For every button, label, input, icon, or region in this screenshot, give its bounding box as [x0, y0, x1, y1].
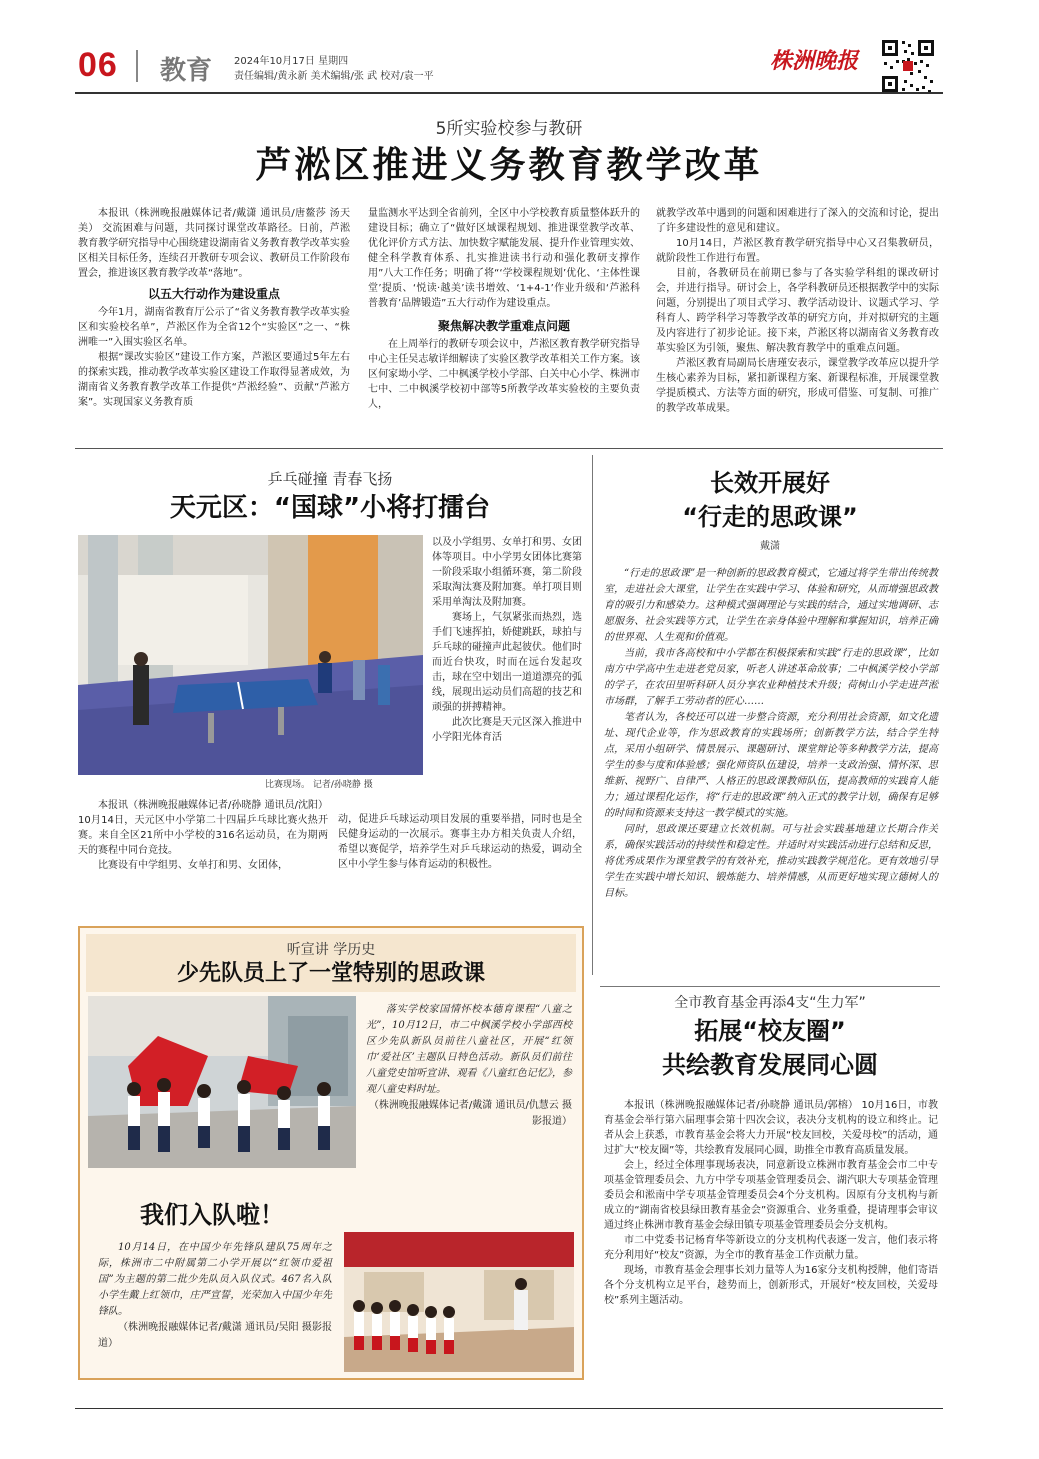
- lead-column-2: [368, 206, 640, 412]
- pingpong-title: 天元区：“国球”小将打擂台: [169, 493, 491, 523]
- lead-paragraph: 本报讯（株洲晚报融媒体记者/戴潇 通讯员/唐鳌莎 汤天美） 交流困难与问题，共同探讨课堂改革路径。日前，芦淞教育教学研究指导中心围绕建设湖南省义务教育教学改革实验区相关目标任务，连续召开教研专项会议、教研员工作阶段布置会，推进该区教育教学改革“落地”。: [78, 208, 350, 279]
- fund-title-line2: 共绘教育发展同心圆: [662, 1051, 878, 1079]
- lead-paragraph: 在上周举行的教研专项会议中，芦淞区教育教学研究指导中心主任吴志敏详细解读了实验区教学改革相关工作方案。该区何家坳小学、二中枫溪学校小学部、白关中心小学、株洲市七中、二中枫溪学校初中部等5所教学改革实验校的主要负责人，: [368, 339, 640, 410]
- masthead-logo: 株洲晚报: [770, 48, 859, 74]
- pioneer-credit: （株洲晚报融媒体记者/戴潇 通讯员/吴阳 摄影报道）: [98, 1322, 332, 1349]
- pingpong-bottom-left: [78, 798, 328, 873]
- pingpong-paragraph: 赛场上，气氛紧张而热烈，选手们飞速挥拍，娇健跳跃，球拍与乒乓球的碰撞声此起彼伏。他们时而近台快攻，时而在远台发起攻击，球在空中划出一道道漂亮的弧线，展现出运动员们高超的技艺和顽强的拼搏精神。: [432, 612, 582, 713]
- sizheng-title-line2: “行走的思政课”: [682, 503, 858, 531]
- editors-line: 责任编辑/黄永新 美术编辑/张 武 校对/袁一平: [234, 71, 434, 82]
- page-number: 06: [78, 46, 118, 84]
- pingpong-bottom-right: [338, 812, 582, 872]
- pioneer-credit: （株洲晚报融媒体记者/戴潇 通讯员/仇慧云 摄影报道）: [368, 1100, 572, 1127]
- lead-title: 芦淞区推进义务教育教学改革: [255, 145, 763, 186]
- sizheng-paragraph: 当前，我市各高校和中小学都在积极探索和实践“行走的思政课”，比如南方中学高中生走进老党员家，听老人讲述革命故事；二中枫溪学校小学部的学子，在农田里听科研人员分享农业种植技术升级；荷树山小学走进芦淞市场群，了解手工劳动者的匠心……: [604, 648, 938, 707]
- pioneer-photo-2: [344, 1232, 574, 1372]
- pioneer-kicker: 听宣讲 学历史: [286, 942, 376, 958]
- pioneer-text-block-2: [98, 1240, 332, 1352]
- fund-paragraph: 本报讯（株洲晚报融媒体记者/孙晓静 通讯员/郭榕） 10月16日，市教育基金会举行第六届理事会第十四次会议，表决分支机构的设立和终止。记者从会上获悉，市教育基金会将大力开展“校友回校，关爱母校”的活动，通过扩大“校友圈”等，共绘教育发展同心圆，助推全市教育高质量发展。: [604, 1100, 938, 1156]
- fund-kicker: 全市教育基金再添4支“生力军”: [674, 995, 866, 1011]
- fund-paragraph: 现场，市教育基金会理事长刘力量等人为16家分支机构授牌，他们寄语各个分支机构立足平台，趁势而上，创新形式，开展好“校友回校，关爱母校”系列主题活动。: [604, 1265, 938, 1306]
- pingpong-paragraph: 比赛设有中学组男、女单打和男、女团体，: [98, 860, 288, 871]
- lead-subhead: 聚焦解决教学重难点问题: [437, 319, 570, 333]
- lead-paragraph: 芦淞区教育局副局长唐瑾安表示，课堂教学改革应以提升学生核心素养为目标，紧扣新课程方案、新课程标准，开展课堂教学提质模式、方法等方面的研究，形成可借鉴、可复制、可推广的教学改革成果。: [656, 358, 939, 414]
- fund-divider: [600, 986, 940, 987]
- pingpong-paragraph: 此次比赛是天元区深入推进中小学阳光体育活: [432, 717, 582, 743]
- fund-title-line1: 拓展“校友圈”: [694, 1017, 846, 1045]
- lead-column-1: [78, 206, 350, 410]
- date-line: 2024年10月17日 星期四: [234, 56, 349, 67]
- pingpong-paragraph: 以及小学组男、女单打和男、女团体等项目。中小学男女团体比赛第一阶段采取小组循环赛，第二阶段采取淘汰赛及附加赛。单打项目则采用单淘汰及附加赛。: [432, 537, 582, 608]
- sizheng-title-line1: 长效开展好: [710, 469, 830, 497]
- pioneer-paragraph: 落实学校家国情怀校本德育课程“八童之光”，10月12日，市二中枫溪学校小学部西校区少先队新队员前往八童社区，开展“红领巾‘爱社区’主题队日特色活动。新队员们前往八童党史馆听宣讲、观看《八童红色记忆》，参观八童史料时址。: [366, 1004, 572, 1095]
- lead-kicker: 5所实验校参与教研: [435, 119, 583, 139]
- lead-paragraph: 就教学改革中遇到的问题和困难进行了深入的交流和讨论，提出了许多建设性的意见和建议。: [656, 208, 939, 234]
- sizheng-paragraph: “行走的思政课”是一种创新的思政教育模式，它通过将学生带出传统教室，走进社会大课堂，让学生在实践中学习、体验和研究，从而增强思政教育的吸引力和感染力。这种模式强调理论与实践的结合，通过实地调研、志愿服务、社会实践等方式，让学生在亲身体验中理解和掌握知识，培养正确的世界观、人生观和价值观。: [604, 568, 938, 643]
- qr-code: [880, 38, 936, 94]
- lead-paragraph: 根据“课改实验区”建设工作方案，芦淞区要通过5年左右的探索实践，推动教学改革实验区建设工作取得显著成效，为湖南省义务教育教学改革工作提供“芦淞经验”、贡献“芦淞方案”。实现国家义务教育质: [78, 352, 350, 408]
- lead-column-3: [656, 206, 939, 416]
- fund-paragraph: 会上，经过全体理事现场表决，同意新设立株洲市教育基金会市二中专项基金管理委员会、九方中学专项基金管理委员会、湖汽职大专项基金管理委员会和淞南中学专项基金管理委员会4个分支机构。因原有分支机构与新成立的“湖南省校县绿田教育基金会”资源重合、业务重叠，提请理事会审议通过终止株洲市教育基金会绿田镇专项基金管理委员会分支机构。: [604, 1160, 938, 1231]
- fund-paragraph: 市二中党委书记杨育华等新设立的分支机构代表逐一发言，他们表示将充分利用好“校友”资源，为全市的教育基金工作贡献力量。: [604, 1235, 938, 1261]
- pingpong-paragraph: 本报讯（株洲晚报融媒体记者/孙晓静 通讯员/沈阳） 10月14日，天元区中小学第二十四届乒乓球比赛火热开赛。来自全区21所中小学校的316名运动员，在为期两天的赛程中同台竞技。: [78, 800, 328, 856]
- sizheng-paragraph: 同时，思政课还要建立长效机制。可与社会实践基地建立长期合作关系，确保实践活动的持续性和稳定性。并适时对实践活动进行总结和反思，将优秀成果作为课堂教学的有效补充，推动实践教学规范化。更有效地引导学生在实践中增长知识、锻炼能力、培养情感，从而更好地实现立德树人的目标。: [604, 824, 938, 899]
- footer-rule: [75, 1408, 943, 1409]
- pingpong-side-column: [432, 535, 582, 745]
- sizheng-author: 戴潇: [760, 541, 780, 552]
- section-rule: [75, 448, 943, 449]
- sizheng-body: [604, 566, 938, 902]
- pioneer-title-2: 我们入队啦！: [140, 1201, 284, 1229]
- lead-paragraph: 今年1月，湖南省教育厅公示了“省义务教育教学改革实验区和实验校名单”，芦淞区作为全省12个“实验区”之一、“株洲唯一”入围实验区名单。: [78, 307, 350, 348]
- pingpong-paragraph: 动，促进乒乓球运动项目发展的重要举措，同时也是全民健身运动的一次展示。赛事主办方相关负责人介绍，希望以赛促学，培养学生对乒乓球运动的热爱，调动全区中小学生参与体育运动的积极性。: [338, 814, 582, 870]
- header-rule: [75, 92, 943, 94]
- pingpong-photo-caption: 比赛现场。 记者/孙晓静 摄: [265, 780, 373, 790]
- section-name: 教育: [160, 56, 213, 86]
- pioneer-title: 少先队员上了一堂特别的思政课: [176, 961, 485, 986]
- lead-paragraph: 10月14日，芦淞区教育教学研究指导中心又召集教研员，就阶段性工作进行布置。: [656, 238, 939, 264]
- pioneer-paragraph: 10月14日，在中国少年先锋队建队75周年之际，株洲市二中附属第二小学开展以“红领巾爱祖国”为主题的第二批少先队员入队仪式。467名入队小学生戴上红领巾，庄严宣誓，光荣加入中国少年先锋队。: [98, 1242, 332, 1317]
- lead-paragraph: 目前，各教研员在前期已参与了各实验学科组的课改研讨会，并进行指导。研讨会上，各学科教研员还根据教学中的实际问题，分别提出了项目式学习、教学活动设计、议题式学习、学科育人、跨学科学习等教学改革的研究方向，并对拟研究的主题及内容进行了初步论证。接下来，芦淞区将以湖南省义务教育改革实验区为引领，聚焦、解决教育教学中的重难点问题。: [656, 268, 939, 354]
- pingpong-kicker: 乒乓碰撞 青春飞扬: [267, 470, 393, 488]
- column-divider: [592, 455, 593, 975]
- pioneer-photo-1: [88, 996, 356, 1168]
- pingpong-photo: [78, 535, 423, 775]
- pioneer-text-block: [366, 1002, 572, 1130]
- sizheng-paragraph: 笔者认为，各校还可以进一步整合资源，充分利用社会资源，如文化遗址、现代企业等，作为思政教育的实践场所；创新教学方法，结合学生特点，采用小组研学、情景展示、课题研讨、课堂辩论等多种教学方法，提高学生的参与度和体验感；强化师资队伍建设，培养一支政治强、情怀深、思维新、视野广、自律严、人格正的思政课教师队伍，提高教师的实践育人能力；通过课程化运作，将“行走的思政课”纳入正式的教学计划，确保有足够的时间和资源来支持这一教学模式的实施。: [604, 712, 938, 819]
- lead-paragraph: 量监测水平达到全省前列，全区中小学校教育质量整体跃升的建设目标；确立了“做好区域课程规划、推进课堂教学改革、优化评价方式方法、加快数字赋能发展、提升作业管理实效、健全科学教育体系、扎实推进读书行动和强化教研支撑作用”八大工作任务；明确了将“‘学校课程规划’优化、‘主体性课堂’提质、‘悦读·越美’读书增效、‘1+4-1’作业升级和‘芦淞科普教育’品牌锻造”五大行动作为建设重点。: [368, 208, 640, 309]
- fund-body: [604, 1098, 938, 1308]
- lead-subhead: 以五大行动作为建设重点: [147, 287, 280, 301]
- header-divider: [136, 50, 138, 82]
